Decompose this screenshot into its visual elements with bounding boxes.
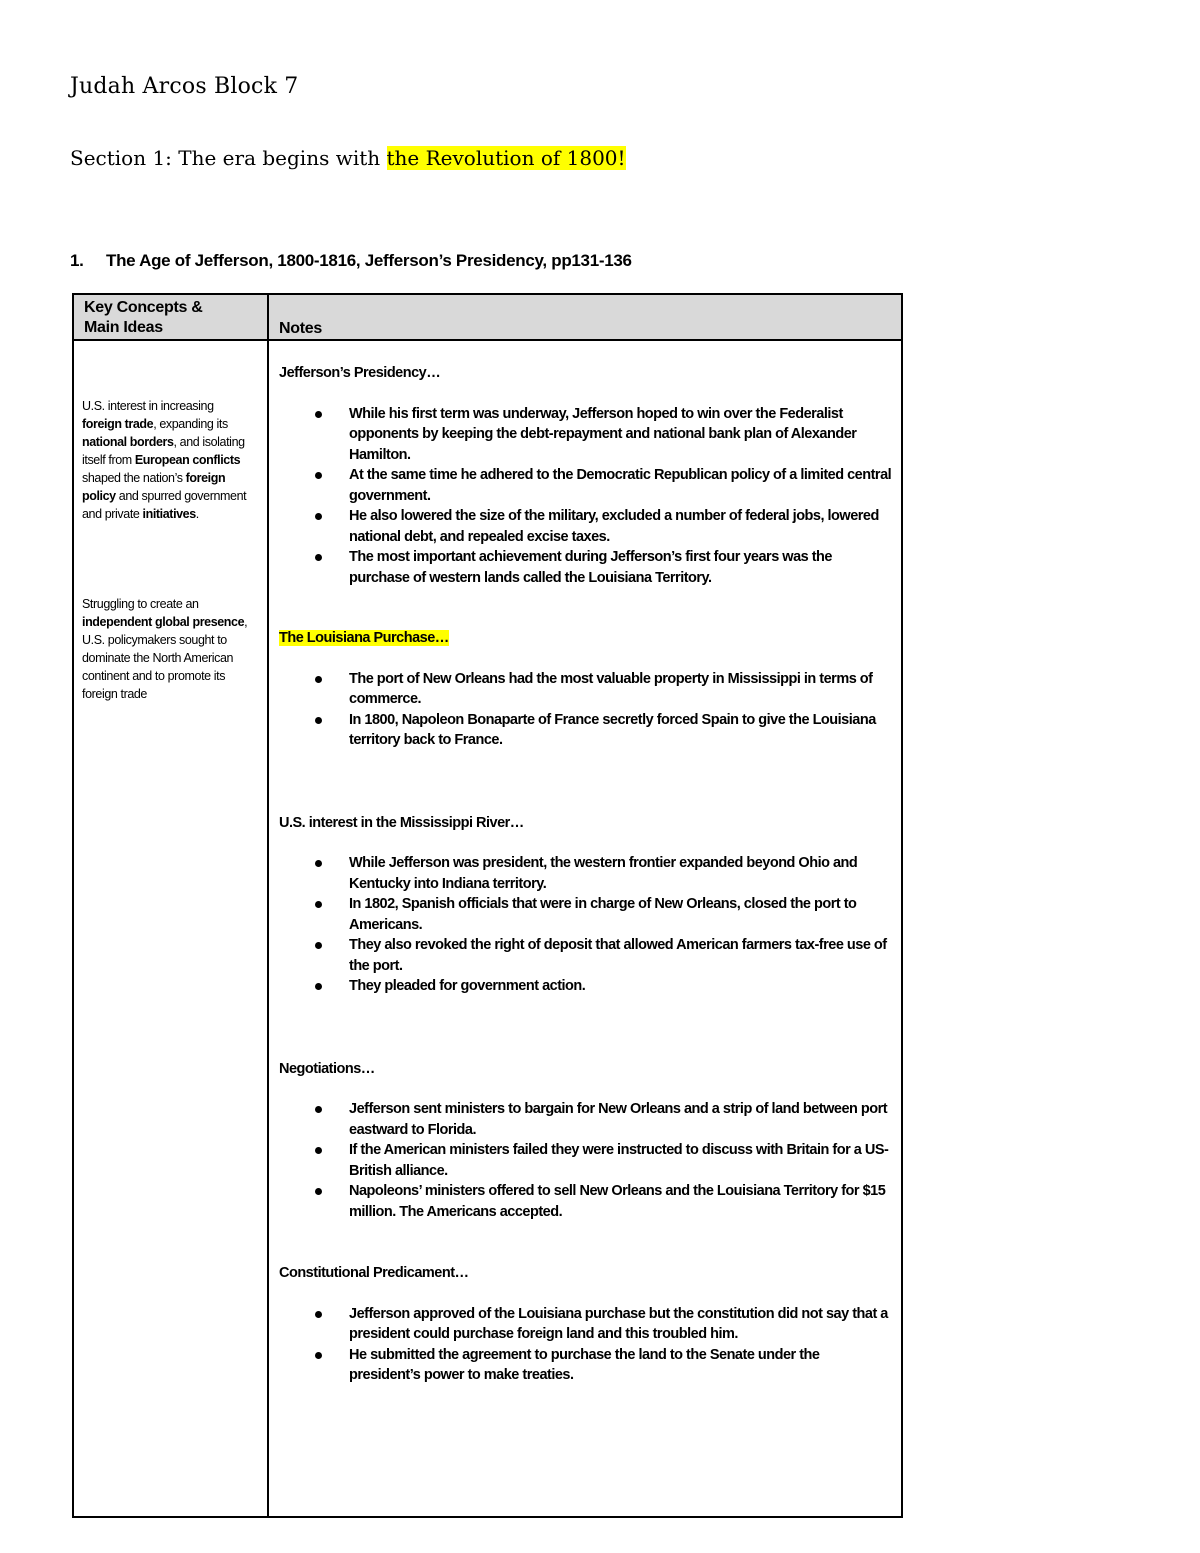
- bullet-text: Jefferson sent ministers to bargain for New Orleans and a strip of land between port eastward to Florida.: [349, 1101, 888, 1138]
- section-heading-highlight: the Revolution of 1800!: [386, 146, 626, 170]
- key-concepts-header-line2: Main Ideas: [84, 319, 163, 336]
- key-concept-2: [82, 595, 254, 703]
- bullet-dot-icon: [315, 554, 322, 561]
- bullet-item: [279, 1140, 894, 1181]
- bullet-list: [279, 404, 894, 589]
- notes-subheading: [279, 363, 894, 384]
- section-spacer: [279, 751, 894, 813]
- notes-subheading-text: The Louisiana Purchase…: [279, 630, 449, 646]
- notes-section: [279, 628, 894, 751]
- bullet-text: If the American ministers failed they were instructed to discuss with Britain for a US-British alliance.: [349, 1142, 889, 1179]
- bullet-item: [279, 1099, 894, 1140]
- bullet-item: [279, 1304, 894, 1345]
- bullet-dot-icon: [315, 676, 322, 683]
- key-term: independent global presence: [82, 615, 245, 629]
- notes-subheading: [279, 628, 894, 649]
- bullet-item: [279, 404, 894, 466]
- notes-subheading: [279, 1059, 894, 1080]
- bullet-item: [279, 669, 894, 710]
- notes-subheading: [279, 1263, 894, 1284]
- bullet-item: [279, 853, 894, 894]
- cornell-notes-table: [72, 293, 903, 1518]
- bullet-item: [279, 976, 894, 997]
- bullet-item: [279, 506, 894, 547]
- document-title: Judah Arcos Block 7: [70, 74, 299, 99]
- table-header-row: [74, 295, 901, 341]
- bullet-text: He also lowered the size of the military, excluded a number of federal jobs, lowered national debt, and repealed excise taxes.: [349, 508, 879, 545]
- bullet-text: While his first term was underway, Jefferson hoped to win over the Federalist opponents by keeping the debt-repayment and national bank plan of Alexander Hamilton.: [349, 405, 857, 463]
- topic-title: The Age of Jefferson, 1800-1816, Jefferson’s Presidency, pp131-136: [106, 251, 632, 270]
- concept-text: , expanding its: [153, 417, 228, 431]
- key-concepts-header: [84, 298, 254, 338]
- notes-subheading-text: Jefferson’s Presidency…: [279, 365, 441, 381]
- bullet-text: In 1802, Spanish officials that were in charge of New Orleans, closed the port to Americans.: [349, 896, 857, 933]
- notes-subheading-text: Negotiations…: [279, 1060, 375, 1077]
- notes-header: Notes: [279, 320, 322, 337]
- section-heading-prefix: Section 1: The era begins with: [70, 146, 387, 170]
- bullet-text: He submitted the agreement to purchase the land to the Senate under the president’s power to make treaties.: [349, 1346, 820, 1383]
- bullet-dot-icon: [315, 901, 322, 908]
- column-divider: [267, 295, 269, 1516]
- bullet-text: They also revoked the right of deposit that allowed American farmers tax-free use of the port.: [349, 937, 887, 974]
- notes-section: [279, 363, 894, 588]
- bullet-dot-icon: [315, 1106, 322, 1113]
- bullet-dot-icon: [315, 1188, 322, 1195]
- bullet-list: [279, 1099, 894, 1222]
- bullet-text: In 1800, Napoleon Bonaparte of France secretly forced Spain to give the Louisiana territory back to France.: [349, 711, 876, 748]
- key-term: initiatives: [142, 507, 196, 521]
- bullet-item: [279, 710, 894, 751]
- bullet-dot-icon: [315, 1147, 322, 1154]
- notes-subheading-text: U.S. interest in the Mississippi River…: [279, 814, 524, 831]
- bullet-text: At the same time he adhered to the Democratic Republican policy of a limited central government.: [349, 467, 892, 504]
- bullet-dot-icon: [315, 983, 322, 990]
- bullet-item: [279, 894, 894, 935]
- key-concept-1: [82, 397, 254, 523]
- section-heading: [70, 146, 626, 170]
- notes-section: [279, 1263, 894, 1386]
- concept-text: shaped the nation’s: [82, 471, 186, 485]
- bullet-dot-icon: [315, 717, 322, 724]
- bullet-dot-icon: [315, 942, 322, 949]
- bullet-item: [279, 465, 894, 506]
- bullet-dot-icon: [315, 411, 322, 418]
- concept-text: U.S. interest in increasing: [82, 399, 214, 413]
- topic-heading: [70, 251, 632, 271]
- key-term: national borders: [82, 435, 174, 449]
- bullet-text: While Jefferson was president, the western frontier expanded beyond Ohio and Kentucky into Indiana territory.: [349, 855, 858, 892]
- bullet-text: The port of New Orleans had the most valuable property in Mississippi in terms of commerce.: [349, 670, 873, 707]
- bullet-text: Napoleons’ ministers offered to sell New Orleans and the Louisiana Territory for $15 million. The Americans accepted.: [349, 1183, 886, 1220]
- bullet-text: They pleaded for government action.: [349, 978, 586, 994]
- key-term: foreign policy: [82, 471, 226, 503]
- concept-text: , and isolating itself from: [82, 435, 245, 467]
- concept-text: and spurred government and private: [82, 489, 247, 521]
- bullet-dot-icon: [315, 1311, 322, 1318]
- bullet-dot-icon: [315, 472, 322, 479]
- section-spacer: [279, 997, 894, 1059]
- bullet-item: [279, 1181, 894, 1222]
- bullet-dot-icon: [315, 1352, 322, 1359]
- section-spacer: [279, 1222, 894, 1263]
- key-concepts-header-line1: Key Concepts &: [84, 299, 203, 316]
- topic-number: 1.: [70, 251, 84, 270]
- concept-text: Struggling to create an: [82, 597, 199, 611]
- notes-subheading: [279, 813, 894, 834]
- bullet-list: [279, 853, 894, 997]
- bullet-list: [279, 1304, 894, 1386]
- notes-section: [279, 1059, 894, 1223]
- bullet-list: [279, 669, 894, 751]
- section-spacer: [279, 588, 894, 628]
- key-term: foreign trade: [82, 417, 154, 431]
- bullet-dot-icon: [315, 513, 322, 520]
- notes-subheading-text: Constitutional Predicament…: [279, 1265, 469, 1281]
- bullet-item: [279, 547, 894, 588]
- bullet-item: [279, 935, 894, 976]
- notes-section: [279, 813, 894, 997]
- concept-text: , U.S. policymakers sought to dominate the North American continent and to promote its foreign trade: [82, 615, 248, 701]
- bullet-text: Jefferson approved of the Louisiana purchase but the constitution did not say that a president could purchase foreign land and this troubled him.: [349, 1305, 888, 1342]
- notes-column: [279, 363, 894, 1386]
- bullet-text: The most important achievement during Jefferson’s first four years was the purchase of western lands called the Louisiana Territory.: [349, 549, 832, 586]
- concept-text: .: [195, 507, 199, 521]
- bullet-dot-icon: [315, 860, 322, 867]
- key-term: European conflicts: [134, 453, 241, 467]
- bullet-item: [279, 1345, 894, 1386]
